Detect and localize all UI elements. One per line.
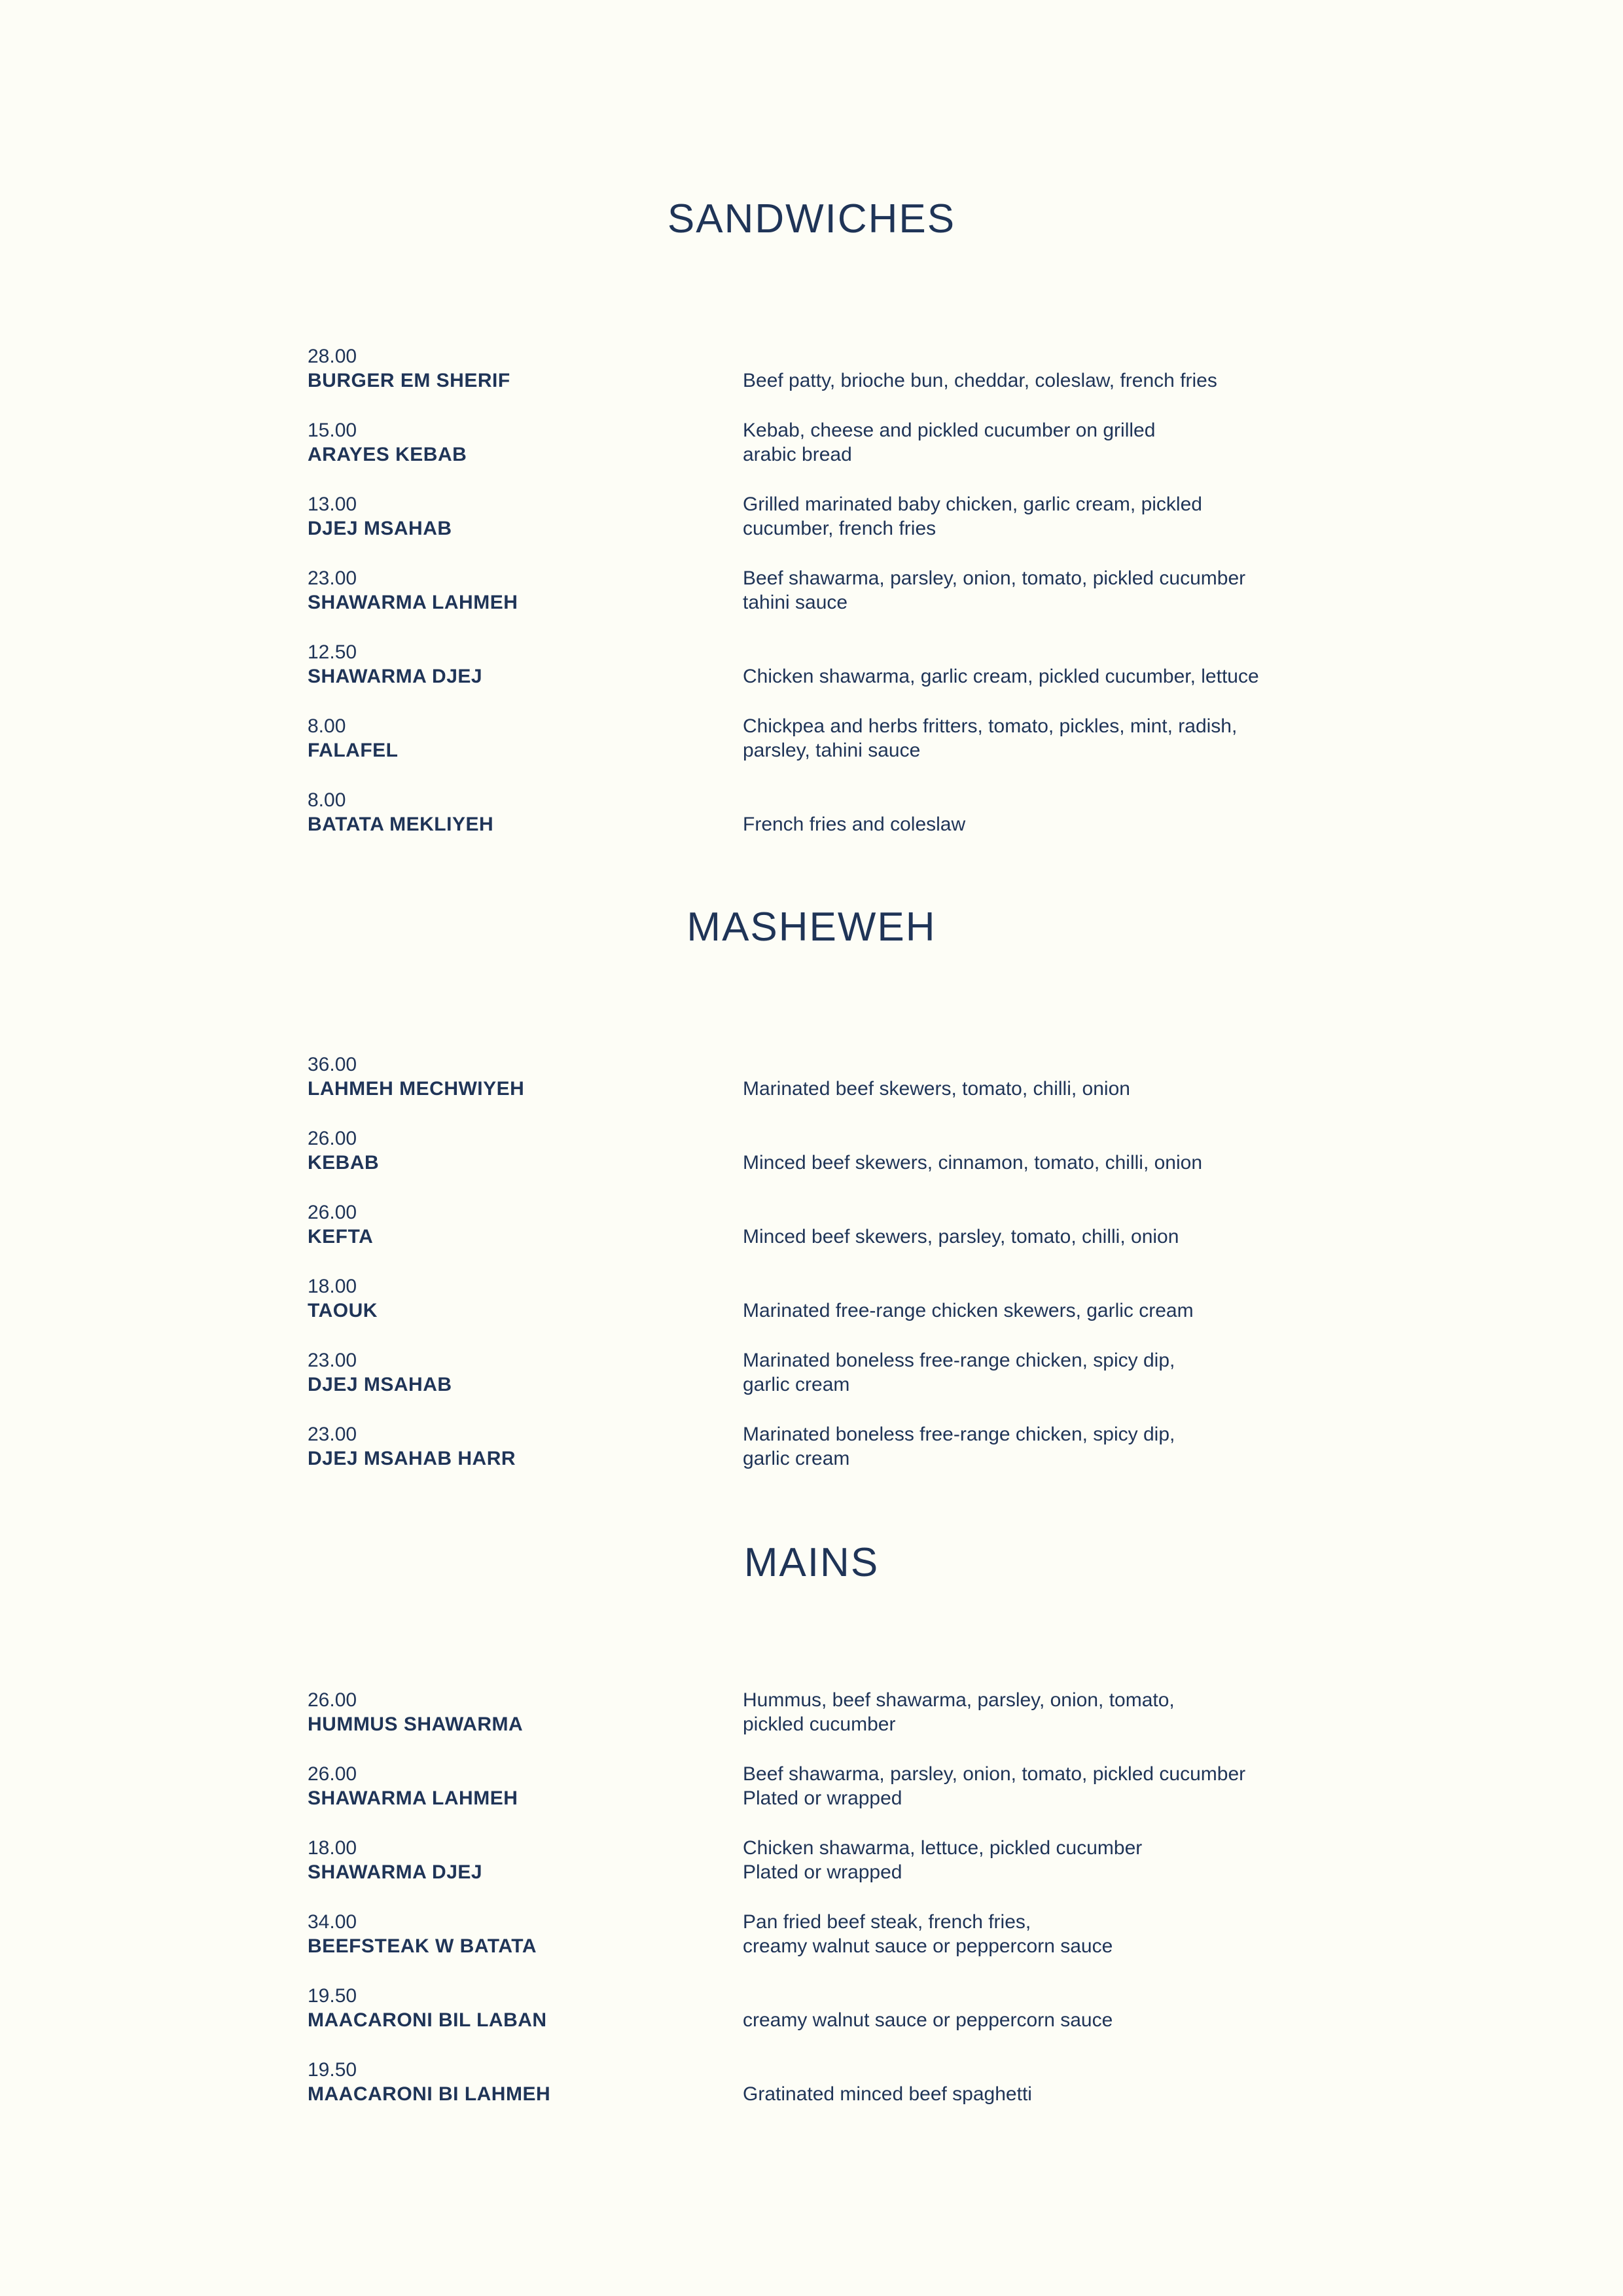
- section-title-mains: MAINS: [743, 1540, 880, 1585]
- item-description-line: garlic cream: [743, 1374, 850, 1395]
- item-description-line: Marinated beef skewers, tomato, chilli, onion: [743, 1078, 1130, 1100]
- item-description-line: garlic cream: [743, 1448, 850, 1469]
- item-price: 28.00: [308, 346, 357, 367]
- item-price: 8.00: [308, 789, 346, 811]
- item-description-line: Marinated boneless free-range chicken, spicy dip,: [743, 1424, 1175, 1445]
- item-description-line: Chickpea and herbs fritters, tomato, pickles, mint, radish,: [743, 715, 1238, 737]
- menu-item: [308, 566, 1329, 625]
- item-name: BURGER EM SHERIF: [308, 370, 510, 391]
- item-price: 19.50: [308, 1985, 357, 2007]
- menu-item: [308, 640, 1329, 699]
- item-description: [743, 1688, 1329, 1736]
- menu-item: [308, 1200, 1329, 1259]
- section-title-sandwiches: SANDWICHES: [667, 196, 956, 242]
- item-description: [743, 566, 1329, 615]
- item-price: 23.00: [308, 1350, 357, 1371]
- item-description: [743, 344, 1329, 393]
- item-description-line: Plated or wrapped: [743, 1861, 902, 1883]
- item-description: [743, 714, 1329, 762]
- menu-item: [308, 1126, 1329, 1185]
- item-description-line: Beef shawarma, parsley, onion, tomato, pickled cucumber: [743, 567, 1246, 589]
- item-description: [743, 1984, 1329, 2032]
- item-description-line: Chicken shawarma, lettuce, pickled cucumber: [743, 1837, 1143, 1859]
- menu-item: [308, 418, 1329, 477]
- item-description-line: Plated or wrapped: [743, 1787, 902, 1809]
- item-price: 13.00: [308, 493, 357, 515]
- item-description: [743, 1052, 1329, 1101]
- menu-item: [308, 1910, 1329, 1969]
- item-description-line: creamy walnut sauce or peppercorn sauce: [743, 2009, 1113, 2031]
- item-price: 26.00: [308, 1202, 357, 1223]
- item-description-line: arabic bread: [743, 444, 852, 465]
- item-description: [743, 1762, 1329, 1810]
- item-price: 23.00: [308, 1424, 357, 1445]
- item-price: 23.00: [308, 567, 357, 589]
- menu-item: [308, 1052, 1329, 1111]
- item-name: DJEJ MSAHAB: [308, 518, 452, 539]
- item-price: 15.00: [308, 420, 357, 441]
- item-name: BATATA MEKLIYEH: [308, 814, 494, 835]
- item-description: [743, 1836, 1329, 1884]
- item-price: 26.00: [308, 1128, 357, 1149]
- item-price: 36.00: [308, 1054, 357, 1075]
- item-description: [743, 1200, 1329, 1249]
- item-description: [743, 1910, 1329, 1958]
- item-description-line: Beef shawarma, parsley, onion, tomato, pickled cucumber: [743, 1763, 1246, 1785]
- item-name: HUMMUS SHAWARMA: [308, 1713, 524, 1735]
- item-name: DJEJ MSAHAB: [308, 1374, 452, 1395]
- item-price: 26.00: [308, 1763, 357, 1785]
- menu-item: [308, 1688, 1329, 1747]
- menu-item: [308, 344, 1329, 403]
- menu-item: [308, 714, 1329, 773]
- menu-item: [308, 1836, 1329, 1895]
- item-description-line: Beef patty, brioche bun, cheddar, coleslaw, french fries: [743, 370, 1217, 391]
- item-description: [743, 1274, 1329, 1323]
- item-description-line: Pan fried beef steak, french fries,: [743, 1911, 1031, 1933]
- item-description: [743, 1348, 1329, 1397]
- item-price: 19.50: [308, 2059, 357, 2081]
- menu-item: [308, 1422, 1329, 1481]
- item-description-line: Chicken shawarma, garlic cream, pickled cucumber, lettuce: [743, 666, 1259, 687]
- item-description-line: Minced beef skewers, cinnamon, tomato, chilli, onion: [743, 1152, 1203, 1174]
- item-description-line: Minced beef skewers, parsley, tomato, chilli, onion: [743, 1226, 1179, 1247]
- menu-item: [308, 2058, 1329, 2117]
- item-description: [743, 640, 1329, 689]
- item-price: 12.50: [308, 641, 357, 663]
- item-price: 18.00: [308, 1276, 357, 1297]
- item-description-line: cucumber, french fries: [743, 518, 936, 539]
- item-name: SHAWARMA LAHMEH: [308, 592, 518, 613]
- item-description-line: Hummus, beef shawarma, parsley, onion, tomato,: [743, 1689, 1175, 1711]
- menu-item: [308, 1274, 1329, 1333]
- menu-item: [308, 492, 1329, 551]
- item-description-line: creamy walnut sauce or peppercorn sauce: [743, 1935, 1113, 1957]
- item-description: [743, 2058, 1329, 2106]
- item-name: LAHMEH MECHWIYEH: [308, 1078, 525, 1100]
- item-name: MAACARONI BIL LABAN: [308, 2009, 547, 2031]
- item-description-line: Marinated boneless free-range chicken, spicy dip,: [743, 1350, 1175, 1371]
- item-description-line: Grilled marinated baby chicken, garlic cream, pickled: [743, 493, 1202, 515]
- item-name: TAOUK: [308, 1300, 378, 1321]
- menu-item: [308, 1984, 1329, 2043]
- item-description-line: Gratinated minced beef spaghetti: [743, 2083, 1032, 2105]
- item-price: 34.00: [308, 1911, 357, 1933]
- item-name: MAACARONI BI LAHMEH: [308, 2083, 551, 2105]
- item-description: [743, 1126, 1329, 1175]
- item-name: KEBAB: [308, 1152, 380, 1174]
- item-name: KEFTA: [308, 1226, 374, 1247]
- section-title-masheweh: MASHEWEH: [687, 905, 936, 950]
- item-description-line: Marinated free-range chicken skewers, garlic cream: [743, 1300, 1194, 1321]
- item-description-line: pickled cucumber: [743, 1713, 896, 1735]
- menu-item: [308, 1348, 1329, 1407]
- item-description-line: parsley, tahini sauce: [743, 740, 921, 761]
- item-description: [743, 492, 1329, 541]
- item-name: DJEJ MSAHAB HARR: [308, 1448, 516, 1469]
- menu-item: [308, 1762, 1329, 1821]
- item-price: 18.00: [308, 1837, 357, 1859]
- item-description: [743, 1422, 1329, 1471]
- item-name: SHAWARMA DJEJ: [308, 1861, 483, 1883]
- item-description-line: tahini sauce: [743, 592, 848, 613]
- item-name: BEEFSTEAK W BATATA: [308, 1935, 537, 1957]
- item-name: SHAWARMA DJEJ: [308, 666, 483, 687]
- menu-item: [308, 788, 1329, 847]
- item-name: FALAFEL: [308, 740, 399, 761]
- item-description-line: Kebab, cheese and pickled cucumber on grilled: [743, 420, 1156, 441]
- item-price: 8.00: [308, 715, 346, 737]
- item-description: [743, 788, 1329, 836]
- item-description-line: French fries and coleslaw: [743, 814, 966, 835]
- item-price: 26.00: [308, 1689, 357, 1711]
- item-name: SHAWARMA LAHMEH: [308, 1787, 518, 1809]
- item-description: [743, 418, 1329, 467]
- item-name: ARAYES KEBAB: [308, 444, 467, 465]
